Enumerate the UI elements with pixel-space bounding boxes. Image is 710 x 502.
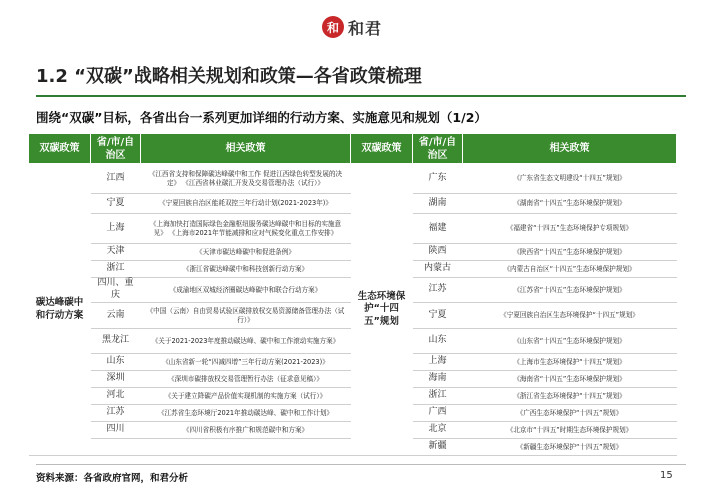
- right-policy-cell: 《山东省“十四五”生态环境保护规划》: [463, 329, 677, 354]
- right-policy-cell: 《湖南省“十四五”生态环境保护规划》: [463, 194, 677, 214]
- left-policy-cell: 《天津市碳达峰碳中和促进条例》: [141, 244, 351, 261]
- title-divider: [36, 95, 686, 97]
- right-category-cell: 生态环境保护“十四五”规划: [351, 164, 413, 456]
- left-policy-cell: 《江西省支持和保障碳达峰碳中和工作 促进江西绿色转型发展的决定》 《江西省林业碳汇开发及交易管理办法（试行）》: [141, 164, 351, 194]
- left-province-cell: 江西: [91, 164, 141, 194]
- page-title: 1.2 “双碳”战略相关规划和政策—各省政策梳理: [36, 66, 422, 87]
- left-policy-cell: 《关于2021-2023年度推动碳达峰、碳中和工作滚动实施方案》: [141, 329, 351, 354]
- right-province-cell: 新疆: [413, 439, 463, 456]
- page-number: 15: [660, 470, 673, 481]
- logo-text: 和君: [348, 18, 383, 38]
- left-policy-cell: 《中国（云南）自由贸易试验区碳排放权交易资源储备管理办法（试行）》: [141, 303, 351, 329]
- policy-table: [28, 133, 677, 456]
- left-policy-cell: 《上海加快打造国际绿色金融枢纽服务碳达峰碳中和目标的实施意见》 《上海市2021年节能减排和应对气候变化重点工作安排》: [141, 214, 351, 244]
- right-policy-cell: 《宁夏回族自治区生态环境保护“十四五”规划》: [463, 303, 677, 329]
- left-province-cell: 黑龙江: [91, 329, 141, 354]
- logo-mark-icon: 和: [322, 16, 344, 38]
- left-province-cell: 上海: [91, 214, 141, 244]
- left-policy-cell: 《成渝地区双城经济圈碳达峰碳中和联合行动方案》: [141, 278, 351, 303]
- right-policy-cell: 《福建省“十四五”生态环境保护专项规划》: [463, 214, 677, 244]
- left-province-cell: 深圳: [91, 371, 141, 388]
- left-policy-cell: 《山东省新一轮“四减四增”三年行动方案(2021-2023)》: [141, 354, 351, 371]
- right-policy-cell: 《广东省生态文明建设“十四五”规划》: [463, 164, 677, 194]
- left-policy-cell: 《浙江省碳达峰碳中和科技创新行动方案》: [141, 261, 351, 278]
- left-province-cell: 江苏: [91, 405, 141, 422]
- left-policy-cell: 《深圳市碳排放权交易管理暂行办法（征求意见稿）》: [141, 371, 351, 388]
- right-province-cell: 江苏: [413, 278, 463, 303]
- brand-logo: [322, 14, 382, 40]
- header-left-category: 双碳政策: [29, 134, 91, 164]
- left-province-cell: 天津: [91, 244, 141, 261]
- header-left-province: 省/市/自治区: [91, 134, 141, 164]
- header-right-policy: 相关政策: [463, 134, 677, 164]
- right-province-cell: 广东: [413, 164, 463, 194]
- right-province-cell: 宁夏: [413, 303, 463, 329]
- source-footnote: 资料来源：各省政府官网，和君分析: [36, 473, 189, 484]
- right-policy-cell: 《海南省“十四五”生态环境保护规划》: [463, 371, 677, 388]
- right-province-cell: 湖南: [413, 194, 463, 214]
- right-policy-cell: 《内蒙古自治区“十四五”生态环境保护规划》: [463, 261, 677, 278]
- right-policy-cell: 《广西生态环境保护“十四五”规划》: [463, 405, 677, 422]
- right-province-cell: 北京: [413, 422, 463, 439]
- right-policy-cell: 《江苏省“十四五”生态环境保护规划》: [463, 278, 677, 303]
- left-province-cell: 山东: [91, 354, 141, 371]
- left-province-cell: 浙江: [91, 261, 141, 278]
- page-subtitle: 围绕“双碳”目标，各省出台一系列更加详细的行动方案、实施意见和规划（1/2）: [36, 110, 487, 125]
- left-province-cell: 云南: [91, 303, 141, 329]
- right-province-cell: 浙江: [413, 388, 463, 405]
- left-policy-cell: 《四川省积极有序推广和规范碳中和方案》: [141, 422, 351, 439]
- header-left-policy: 相关政策: [141, 134, 351, 164]
- left-policy-cell: 《宁夏回族自治区能耗双控三年行动计划(2021-2023年)》: [141, 194, 351, 214]
- right-province-cell: 内蒙古: [413, 261, 463, 278]
- right-province-cell: 山东: [413, 329, 463, 354]
- right-province-cell: 福建: [413, 214, 463, 244]
- left-category-cell: 碳达峰碳中和行动方案: [29, 164, 91, 456]
- right-province-cell: 广西: [413, 405, 463, 422]
- left-province-cell: 河北: [91, 388, 141, 405]
- header-right-category: 双碳政策: [351, 134, 413, 164]
- footer-divider: [36, 464, 686, 465]
- left-policy-cell: 《关于建立降碳产品价值实现机制的实施方案（试行）》: [141, 388, 351, 405]
- right-policy-cell: 《上海市生态环境保护“十四五”规划》: [463, 354, 677, 371]
- left-province-cell: [91, 439, 141, 456]
- left-province-cell: 四川、重庆: [91, 278, 141, 303]
- right-province-cell: 陕西: [413, 244, 463, 261]
- right-policy-cell: 《北京市“十四五”时期生态环境保护规划》: [463, 422, 677, 439]
- left-policy-cell: [141, 439, 351, 456]
- right-policy-cell: 《浙江省生态环境保护“十四五”规划》: [463, 388, 677, 405]
- table-row: [29, 164, 677, 194]
- left-province-cell: 宁夏: [91, 194, 141, 214]
- right-policy-cell: 《陕西省“十四五”生态环境保护规划》: [463, 244, 677, 261]
- right-province-cell: 海南: [413, 371, 463, 388]
- right-policy-cell: 《新疆生态环境保护“十四五”规划》: [463, 439, 677, 456]
- table-header-row: [29, 134, 677, 164]
- left-policy-cell: 《江苏省生态环境厅2021年推动碳达峰、碳中和工作计划》: [141, 405, 351, 422]
- right-province-cell: 上海: [413, 354, 463, 371]
- left-province-cell: 四川: [91, 422, 141, 439]
- header-right-province: 省/市/自治区: [413, 134, 463, 164]
